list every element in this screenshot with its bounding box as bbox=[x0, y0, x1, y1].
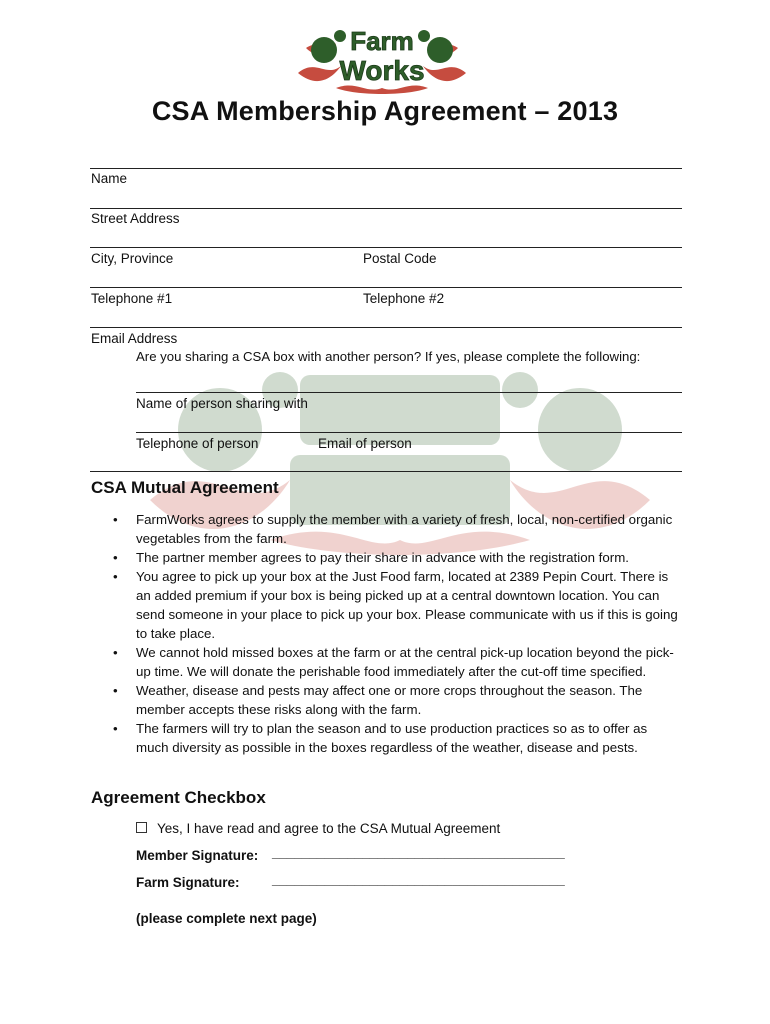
rule bbox=[90, 208, 682, 209]
agreement-checkbox-heading: Agreement Checkbox bbox=[91, 788, 266, 807]
rule bbox=[90, 471, 682, 472]
agree-checkbox-row[interactable] bbox=[136, 821, 500, 836]
farm-signature-label: Farm Signature: bbox=[136, 875, 240, 890]
postal-code-field-label[interactable]: Postal Code bbox=[363, 251, 437, 266]
agree-checkbox-label: Yes, I have read and agree to the CSA Mutual Agreement bbox=[157, 821, 501, 836]
member-signature-line[interactable]: _______________________________________ bbox=[272, 845, 565, 860]
bullet-icon: • bbox=[113, 721, 118, 736]
list-item bbox=[113, 548, 681, 567]
rule bbox=[90, 327, 682, 328]
sharing-telephone-field-label[interactable]: Telephone of person bbox=[136, 436, 259, 451]
next-page-note: (please complete next page) bbox=[136, 911, 317, 926]
agreement-text: FarmWorks agrees to supply the member with a variety of fresh, local, non-certified organic vegetables from the farm. bbox=[136, 512, 673, 546]
checkbox-icon[interactable] bbox=[136, 822, 147, 833]
mutual-agreement-heading: CSA Mutual Agreement bbox=[91, 478, 279, 497]
agreement-text: The farmers will try to plan the season and to use production practices so as to offer as much diversity as possible in the boxes regardless of the weather, disease and pests. bbox=[136, 721, 648, 755]
rule bbox=[90, 247, 682, 248]
rule bbox=[90, 287, 682, 288]
telephone-2-field-label[interactable]: Telephone #2 bbox=[363, 291, 445, 306]
bullet-icon: • bbox=[113, 683, 118, 698]
bullet-icon: • bbox=[113, 512, 118, 527]
agreement-text: You agree to pick up your box at the Just Food farm, located at 2389 Pepin Court. There is an added premium if your box is being picked up at a central downtown location. You can send someone in your place to pick up your box. Please communicate with us if this is going to take place. bbox=[136, 569, 678, 641]
agreement-text: The partner member agrees to pay their share in advance with the registration form. bbox=[136, 550, 629, 565]
list-item bbox=[113, 643, 681, 681]
agreement-text: We cannot hold missed boxes at the farm or at the central pick-up location beyond the pick-up time. We will donate the perishable food immediately after the cut-off time specified. bbox=[136, 645, 674, 679]
member-signature-label: Member Signature: bbox=[136, 848, 259, 863]
telephone-1-field-label[interactable]: Telephone #1 bbox=[91, 291, 173, 306]
logo-line2: Works bbox=[339, 55, 425, 86]
farm-logo-icon bbox=[296, 18, 468, 96]
list-item bbox=[113, 681, 681, 719]
sharing-email-field-label[interactable]: Email of person bbox=[318, 436, 412, 451]
street-address-field-label[interactable]: Street Address bbox=[91, 211, 180, 226]
page-title: CSA Membership Agreement – 2013 bbox=[151, 96, 619, 126]
list-item bbox=[113, 510, 681, 548]
bullet-icon: • bbox=[113, 569, 118, 584]
agreement-text: Weather, disease and pests may affect one or more crops throughout the season. The member accepts these risks along with the farm. bbox=[136, 683, 643, 717]
rule bbox=[136, 432, 682, 433]
farm-signature-line[interactable]: _______________________________________ bbox=[272, 872, 565, 887]
mutual-agreement-list bbox=[113, 510, 681, 757]
logo-line1: Farm bbox=[350, 26, 414, 56]
sharing-name-field-label[interactable]: Name of person sharing with bbox=[136, 396, 308, 411]
list-item bbox=[113, 719, 681, 757]
rule bbox=[90, 168, 682, 169]
bullet-icon: • bbox=[113, 550, 118, 565]
sharing-question: Are you sharing a CSA box with another person? If yes, please complete the following: bbox=[136, 349, 641, 364]
rule bbox=[136, 392, 682, 393]
city-province-field-label[interactable]: City, Province bbox=[91, 251, 174, 266]
name-field-label[interactable]: Name bbox=[91, 171, 128, 186]
bullet-icon: • bbox=[113, 645, 118, 660]
list-item bbox=[113, 567, 681, 643]
email-address-field-label[interactable]: Email Address bbox=[91, 331, 178, 346]
